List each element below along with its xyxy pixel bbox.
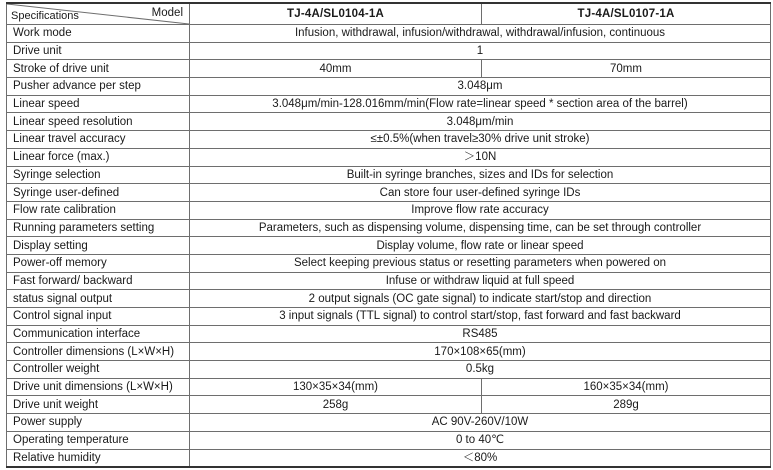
- spec-label: Display setting: [7, 237, 190, 255]
- spec-value: 1: [190, 42, 771, 60]
- table-row: [7, 449, 771, 467]
- spec-label: Fast forward/ backward: [7, 272, 190, 290]
- spec-label: Drive unit dimensions (L×W×H): [7, 378, 190, 396]
- spec-value: 3.048μm/min: [190, 113, 771, 131]
- table-row: [7, 308, 771, 326]
- spec-value-model-a: 130×35×34(mm): [190, 378, 482, 396]
- spec-label: Pusher advance per step: [7, 78, 190, 96]
- table-row: [7, 95, 771, 113]
- table-row: [7, 361, 771, 379]
- spec-label: Linear force (max.): [7, 148, 190, 166]
- spec-label: Stroke of drive unit: [7, 60, 190, 78]
- spec-value: Can store four user-defined syringe IDs: [190, 184, 771, 202]
- spec-value: Select keeping previous status or resetting parameters when powered on: [190, 254, 771, 272]
- table-row: [7, 378, 771, 396]
- specifications-table: [6, 2, 771, 468]
- table-row: [7, 201, 771, 219]
- spec-value-model-b: 289g: [482, 396, 771, 414]
- spec-label: Power supply: [7, 414, 190, 432]
- table-row: [7, 113, 771, 131]
- table-row: [7, 396, 771, 414]
- table-row: [7, 343, 771, 361]
- model-a-header: TJ-4A/SL0104-1A: [190, 3, 482, 25]
- spec-value: ≤±0.5%(when travel≥30% drive unit stroke): [190, 131, 771, 149]
- spec-label: Linear speed resolution: [7, 113, 190, 131]
- table-row: [7, 148, 771, 166]
- model-header-label: Model: [151, 7, 183, 19]
- spec-value: Built-in syringe branches, sizes and IDs for selection: [190, 166, 771, 184]
- table-row: [7, 325, 771, 343]
- table-row: [7, 60, 771, 78]
- spec-label: Flow rate calibration: [7, 201, 190, 219]
- spec-label: Linear speed: [7, 95, 190, 113]
- table-row: [7, 78, 771, 96]
- table-row: [7, 184, 771, 202]
- table-row: [7, 131, 771, 149]
- spec-label: Controller dimensions (L×W×H): [7, 343, 190, 361]
- spec-label: Syringe selection: [7, 166, 190, 184]
- spec-value: Display volume, flow rate or linear speed: [190, 237, 771, 255]
- spec-value: 3.048μm/min-128.016mm/min(Flow rate=linear speed * section area of the barrel): [190, 95, 771, 113]
- spec-value: RS485: [190, 325, 771, 343]
- spec-value: Infusion, withdrawal, infusion/withdrawal, withdrawal/infusion, continuous: [190, 25, 771, 43]
- table-row: [7, 25, 771, 43]
- spec-value: 3.048μm: [190, 78, 771, 96]
- spec-value: AC 90V-260V/10W: [190, 414, 771, 432]
- spec-label: Running parameters setting: [7, 219, 190, 237]
- table-row: [7, 42, 771, 60]
- spec-value-model-a: 40mm: [190, 60, 482, 78]
- table-row: [7, 237, 771, 255]
- spec-label: status signal output: [7, 290, 190, 308]
- table-row: [7, 254, 771, 272]
- spec-label: Drive unit weight: [7, 396, 190, 414]
- spec-label: Control signal input: [7, 308, 190, 326]
- table-row: [7, 219, 771, 237]
- spec-value: 0.5kg: [190, 361, 771, 379]
- spec-value: 170×108×65(mm): [190, 343, 771, 361]
- spec-label: Work mode: [7, 25, 190, 43]
- spec-value: ＜80%: [190, 449, 771, 467]
- spec-label: Communication interface: [7, 325, 190, 343]
- spec-label: Linear travel accuracy: [7, 131, 190, 149]
- spec-label: Drive unit: [7, 42, 190, 60]
- model-b-header: TJ-4A/SL0107-1A: [482, 3, 771, 25]
- table-row: [7, 272, 771, 290]
- table-header-row: [7, 3, 771, 25]
- spec-label: Syringe user-defined: [7, 184, 190, 202]
- spec-label: Controller weight: [7, 361, 190, 379]
- header-corner-cell: [7, 3, 190, 25]
- spec-value: 3 input signals (TTL signal) to control start/stop, fast forward and fast backward: [190, 308, 771, 326]
- spec-value: Improve flow rate accuracy: [190, 201, 771, 219]
- spec-label: Operating temperature: [7, 431, 190, 449]
- spec-value-model-b: 70mm: [482, 60, 771, 78]
- spec-value: Infuse or withdraw liquid at full speed: [190, 272, 771, 290]
- spec-label: Power-off memory: [7, 254, 190, 272]
- spec-value: ＞10N: [190, 148, 771, 166]
- table-row: [7, 290, 771, 308]
- spec-label: Relative humidity: [7, 449, 190, 467]
- table-row: [7, 166, 771, 184]
- spec-value: 2 output signals (OC gate signal) to indicate start/stop and direction: [190, 290, 771, 308]
- spec-value-model-a: 258g: [190, 396, 482, 414]
- specifications-header-label: Specifications: [11, 10, 79, 22]
- table-body: [7, 25, 771, 468]
- spec-value: 0 to 40℃: [190, 431, 771, 449]
- spec-value-model-b: 160×35×34(mm): [482, 378, 771, 396]
- table-row: [7, 431, 771, 449]
- spec-value: Parameters, such as dispensing volume, dispensing time, can be set through controller: [190, 219, 771, 237]
- table-row: [7, 414, 771, 432]
